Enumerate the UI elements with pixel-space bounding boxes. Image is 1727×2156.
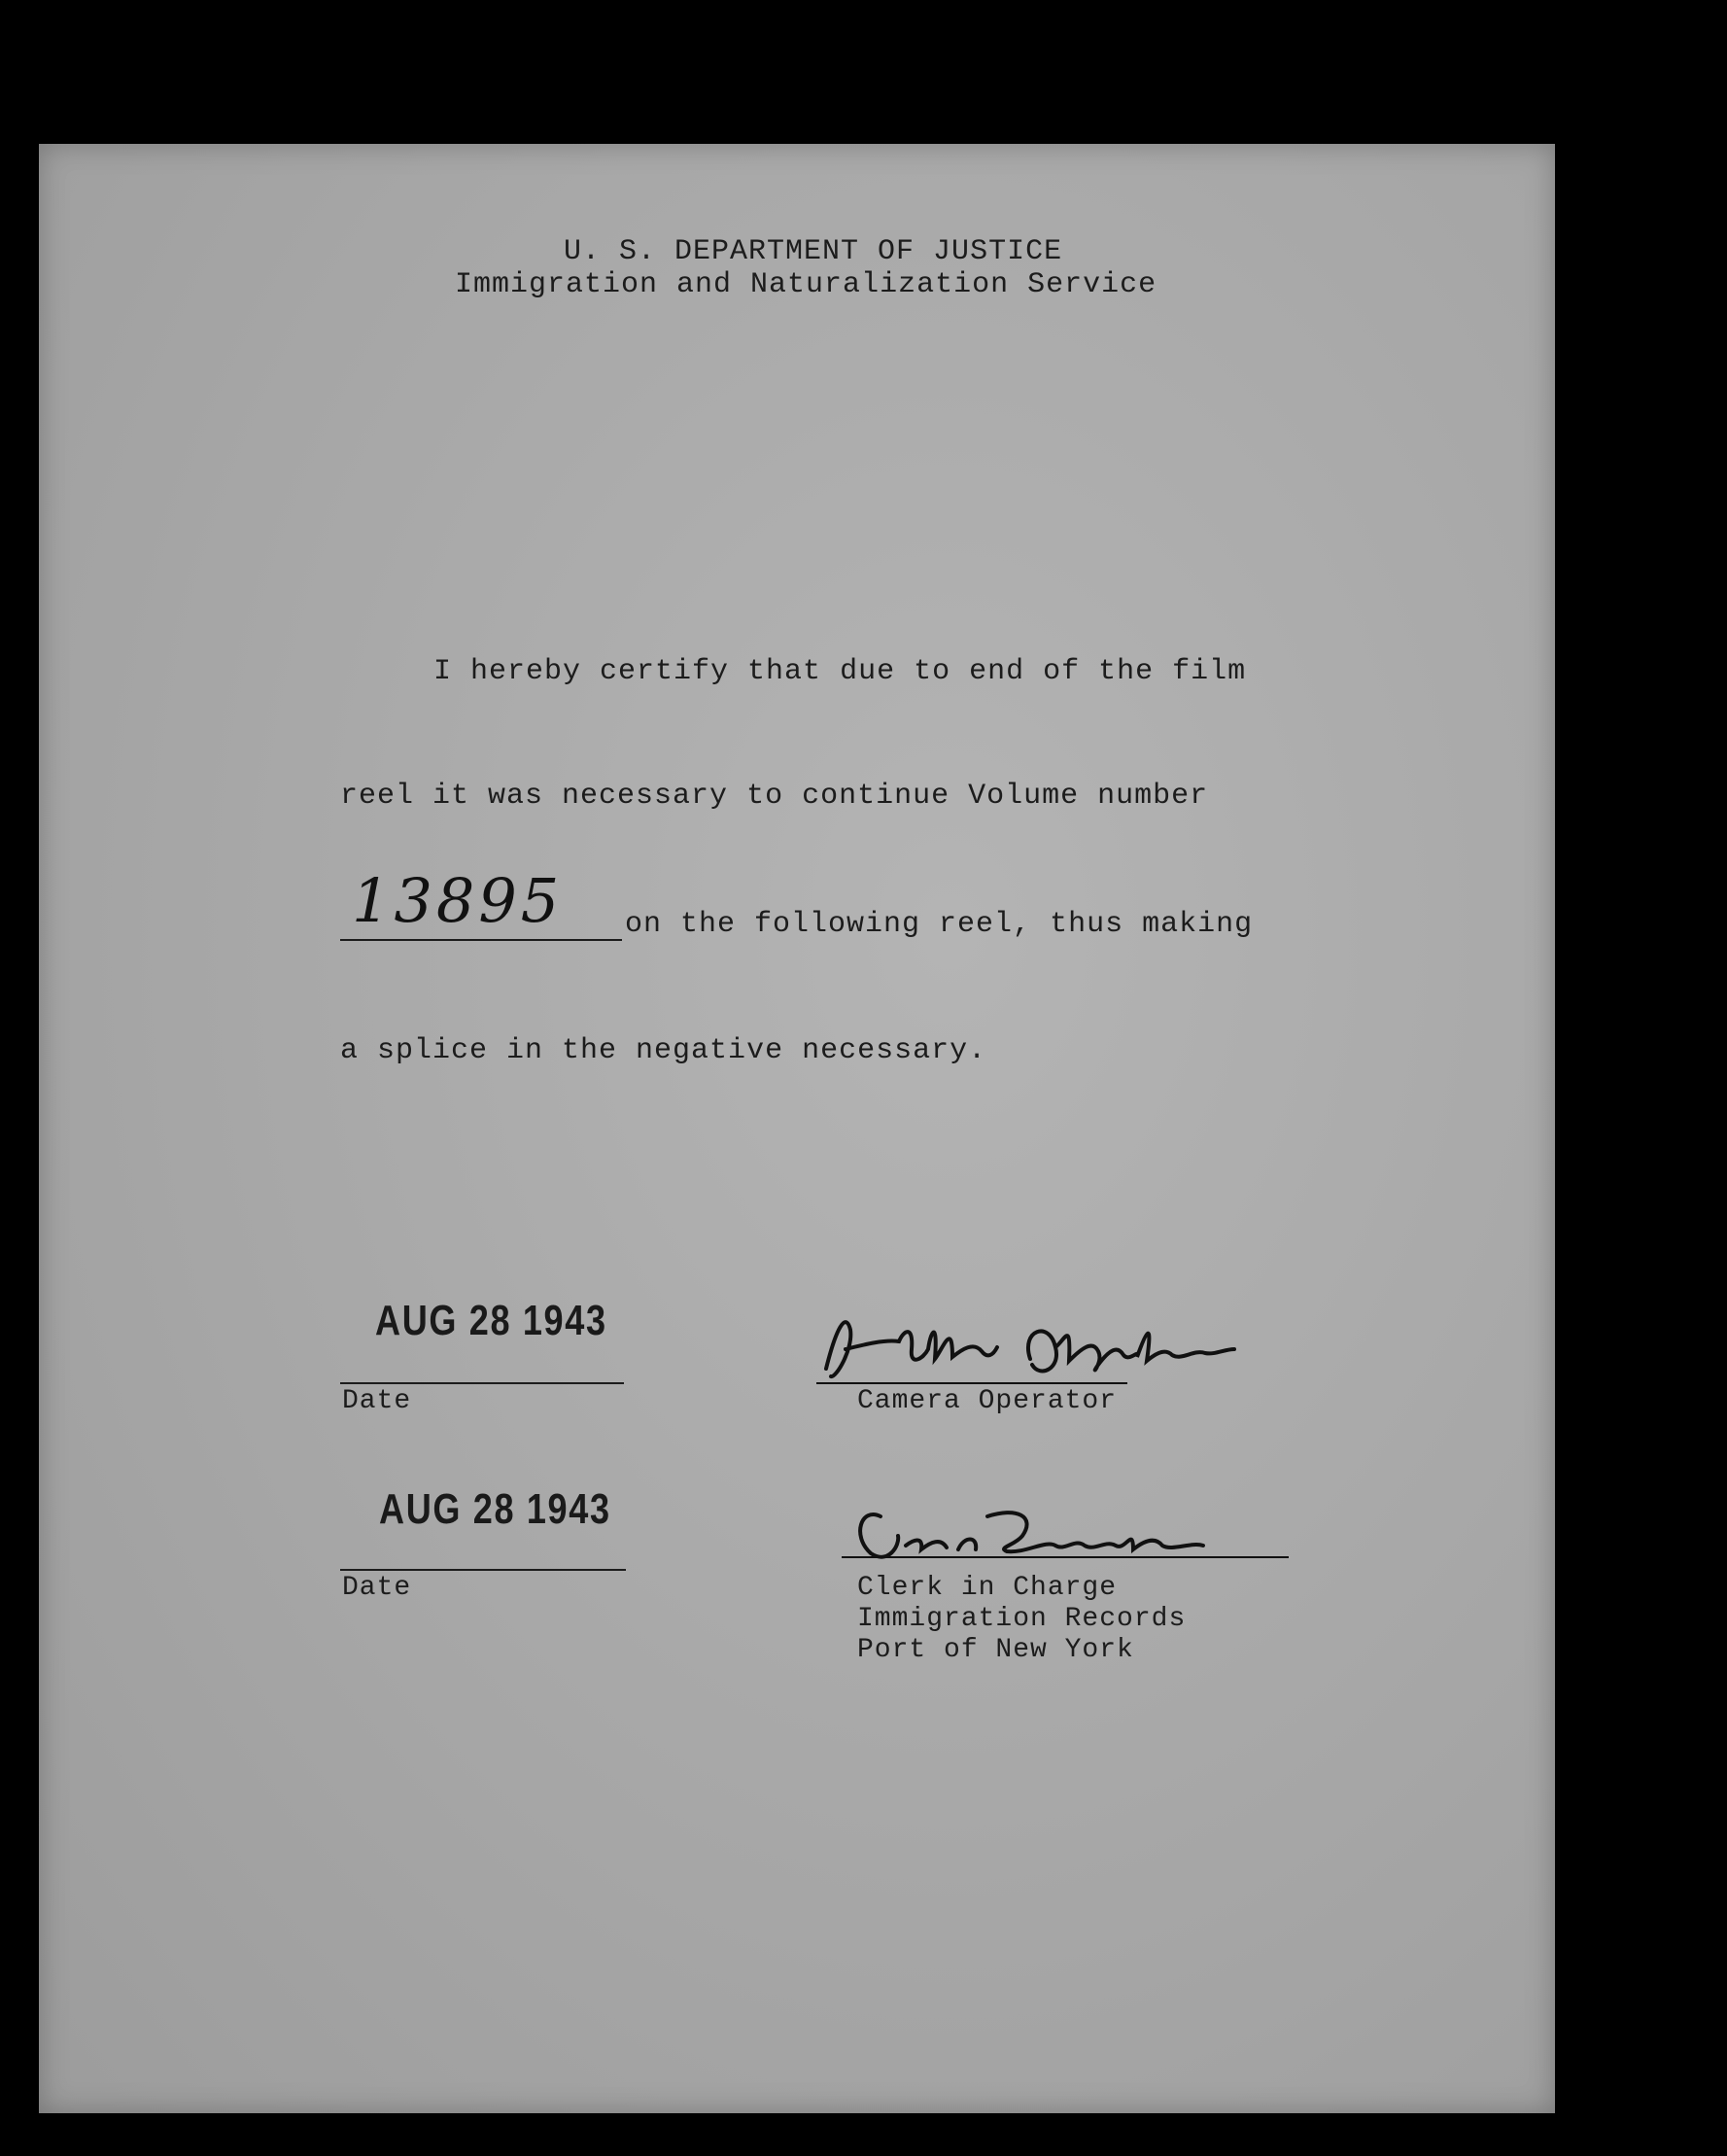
clerk-role-line-1: Clerk in Charge: [857, 1573, 1118, 1603]
clerk-date-line: [340, 1569, 626, 1571]
clerk-date-label: Date: [342, 1573, 412, 1603]
document-page: [39, 144, 1555, 2113]
certification-line-4: a splice in the negative necessary.: [340, 1034, 987, 1067]
certification-line-1: I hereby certify that due to end of the film: [433, 655, 1247, 688]
camera-date-label: Date: [342, 1386, 412, 1416]
header-service: Immigration and Naturalization Service: [455, 268, 1157, 301]
volume-number-handwritten: 13895: [352, 865, 564, 936]
certification-line-3: on the following reel, thus making: [625, 908, 1254, 941]
clerk-signature: [842, 1478, 1289, 1575]
clerk-role-line-2: Immigration Records: [857, 1604, 1187, 1634]
certification-line-2: reel it was necessary to continue Volume number: [340, 780, 1209, 813]
header-department: U. S. DEPARTMENT OF JUSTICE: [564, 235, 1063, 268]
camera-date-line: [340, 1382, 624, 1384]
clerk-role-line-3: Port of New York: [857, 1635, 1134, 1665]
camera-operator-signature: [807, 1291, 1254, 1398]
volume-number-underline: [340, 939, 622, 941]
camera-operator-label: Camera Operator: [857, 1386, 1118, 1416]
camera-date-stamp: AUG 28 1943: [375, 1297, 607, 1344]
clerk-date-stamp: AUG 28 1943: [379, 1485, 611, 1533]
